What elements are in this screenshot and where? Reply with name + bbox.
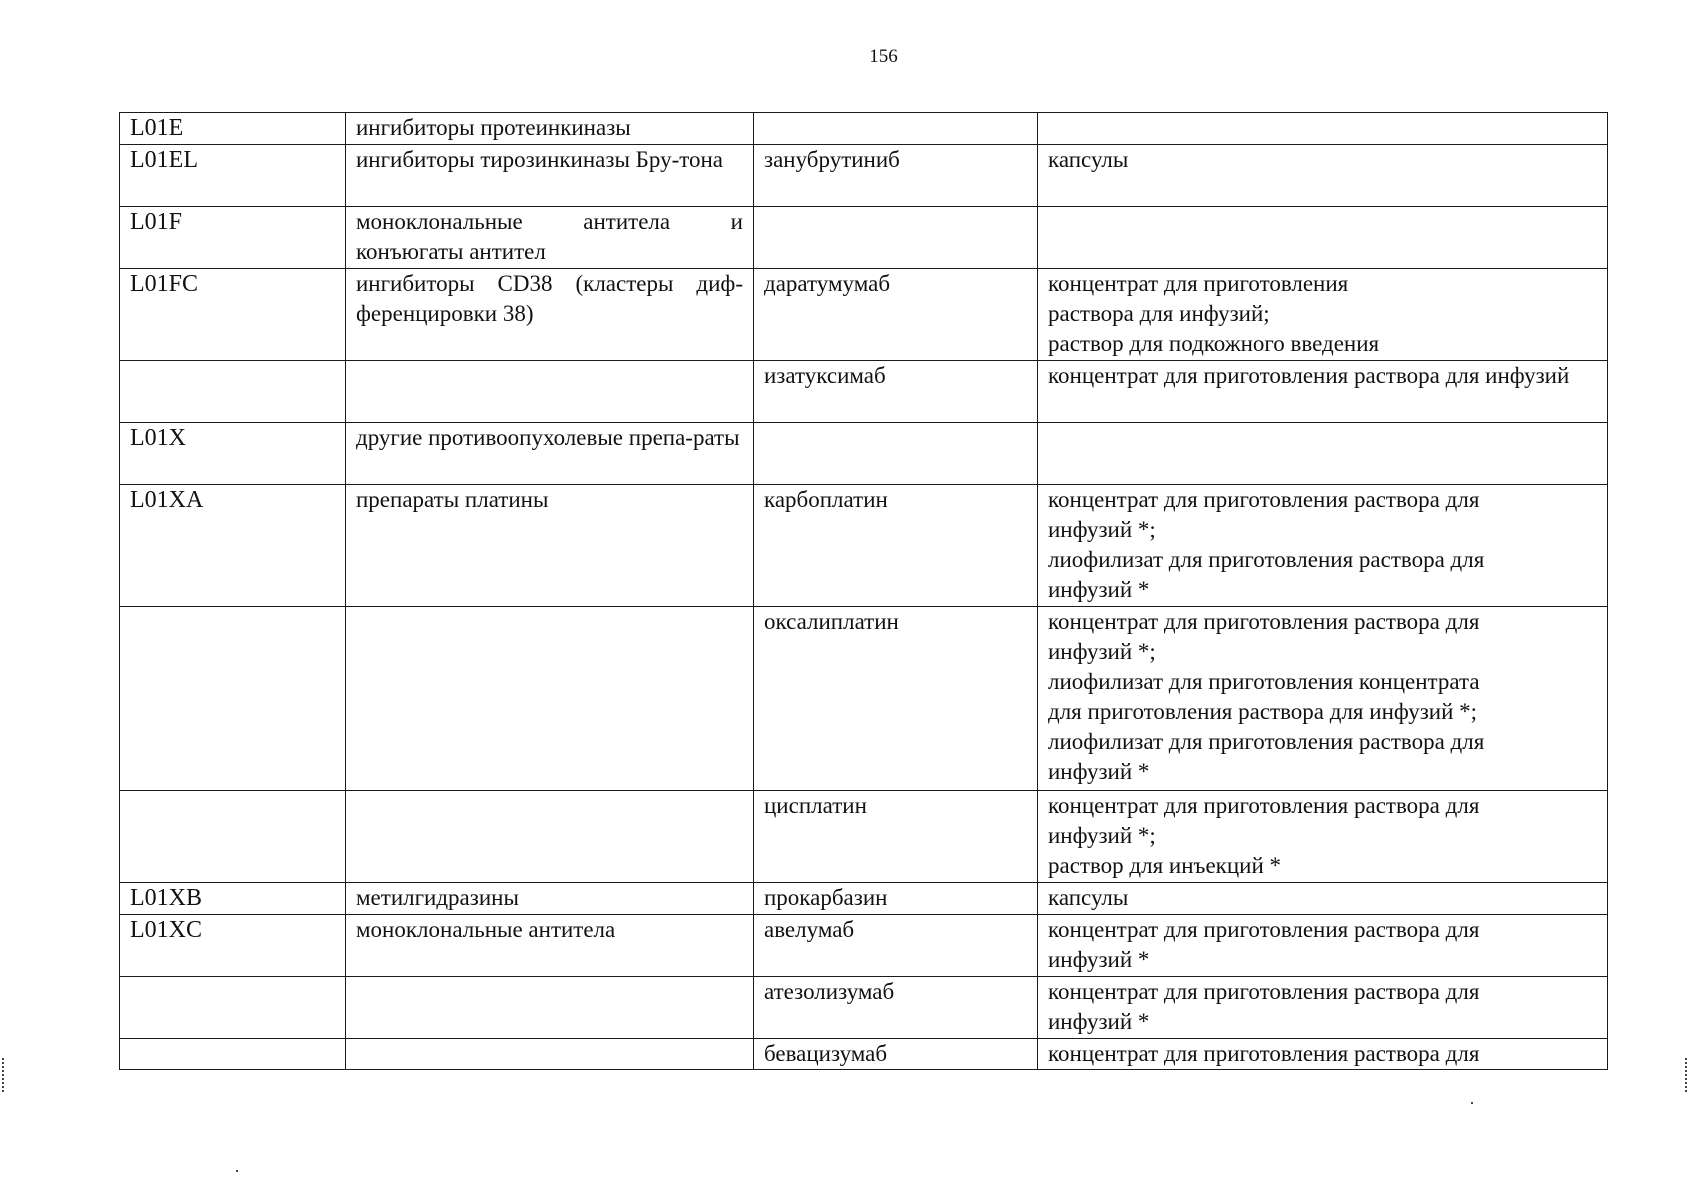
table-row: [120, 485, 1608, 607]
dosage-form-cell: [1038, 915, 1608, 977]
atc-code-cell: [120, 1039, 346, 1070]
drug-name-cell: [754, 207, 1038, 269]
atc-group-cell: [346, 361, 754, 423]
table-row: [120, 207, 1608, 269]
table-row: [120, 113, 1608, 145]
atc-group-cell: препараты платины: [346, 485, 754, 607]
dosage-form-cell: [1038, 361, 1608, 423]
page-number: 156: [869, 46, 898, 67]
right-edge-mark: [1685, 1058, 1689, 1092]
atc-code-cell: L01XB: [120, 883, 346, 915]
atc-code-cell: L01XC: [120, 915, 346, 977]
table-row: [120, 791, 1608, 883]
atc-code-cell: L01F: [120, 207, 346, 269]
scan-dot: [1471, 1102, 1473, 1104]
drug-name-cell: атезолизумаб: [754, 977, 1038, 1039]
atc-group-cell: [346, 977, 754, 1039]
drug-name-cell: [754, 113, 1038, 145]
atc-code-cell: [120, 977, 346, 1039]
dosage-form-line: инфузий *: [1048, 759, 1150, 784]
atc-code-cell: L01EL: [120, 145, 346, 207]
table-body: [120, 113, 1608, 1070]
dosage-form-cell: [1038, 883, 1608, 915]
dosage-form-line: инфузий *: [1048, 947, 1150, 972]
table-row: [120, 977, 1608, 1039]
table-row: [120, 1039, 1608, 1070]
atc-group-cell: ингибиторы CD38 (кластеры диф-ференцировки 38): [346, 269, 754, 361]
scan-dot: [236, 1170, 238, 1172]
table-row: [120, 145, 1608, 207]
table-row: [120, 883, 1608, 915]
drug-name-cell: авелумаб: [754, 915, 1038, 977]
dosage-form-line: капсулы: [1048, 885, 1129, 910]
drug-name-cell: карбоплатин: [754, 485, 1038, 607]
dosage-form-line: лиофилизат для приготовления концентрата: [1048, 669, 1480, 694]
atc-code-cell: L01XA: [120, 485, 346, 607]
drug-name-cell: оксалиплатин: [754, 607, 1038, 791]
dosage-form-line: раствор для инъекций *: [1048, 853, 1281, 878]
dosage-form-line: концентрат для приготовления раствора для: [1048, 917, 1480, 942]
dosage-form-line: концентрат для приготовления раствора для инфузий: [1048, 363, 1570, 388]
dosage-form-cell: [1038, 207, 1608, 269]
dosage-form-line: инфузий *;: [1048, 639, 1156, 664]
dosage-form-cell: [1038, 977, 1608, 1039]
drug-name-cell: [754, 423, 1038, 485]
dosage-form-line: для приготовления раствора для инфузий *;: [1048, 699, 1478, 724]
drug-name-cell: занубрутиниб: [754, 145, 1038, 207]
dosage-form-line: концентрат для приготовления раствора для: [1048, 793, 1480, 818]
atc-group-cell: ингибиторы тирозинкиназы Бру-тона: [346, 145, 754, 207]
table-row: [120, 361, 1608, 423]
dosage-form-cell: [1038, 485, 1608, 607]
drug-table: [119, 112, 1608, 1070]
dosage-form-line: инфузий *: [1048, 1009, 1150, 1034]
dosage-form-line: лиофилизат для приготовления раствора для: [1048, 729, 1485, 754]
atc-group-cell: [346, 607, 754, 791]
atc-group-cell: [346, 1039, 754, 1070]
table-row: [120, 269, 1608, 361]
atc-code-cell: [120, 361, 346, 423]
atc-group-cell: метилгидразины: [346, 883, 754, 915]
table-row: [120, 915, 1608, 977]
dosage-form-line: концентрат для приготовления раствора для: [1048, 1041, 1480, 1066]
dosage-form-cell: [1038, 269, 1608, 361]
atc-code-cell: [120, 607, 346, 791]
dosage-form-line: концентрат для приготовления раствора для: [1048, 487, 1480, 512]
dosage-form-line: концентрат для приготовления раствора для: [1048, 609, 1480, 634]
dosage-form-line: концентрат для приготовления раствора для: [1048, 979, 1480, 1004]
drug-name-cell: цисплатин: [754, 791, 1038, 883]
dosage-form-line: инфузий *: [1048, 577, 1150, 602]
dosage-form-line: инфузий *;: [1048, 517, 1156, 542]
drug-name-cell: даратумумаб: [754, 269, 1038, 361]
drug-name-cell: изатуксимаб: [754, 361, 1038, 423]
dosage-form-cell: [1038, 1039, 1608, 1070]
atc-group-cell: ингибиторы протеинкиназы: [346, 113, 754, 145]
dosage-form-cell: [1038, 423, 1608, 485]
left-edge-mark: [2, 1058, 6, 1092]
drug-name-cell: прокарбазин: [754, 883, 1038, 915]
dosage-form-line: инфузий *;: [1048, 823, 1156, 848]
dosage-form-line: лиофилизат для приготовления раствора для: [1048, 547, 1485, 572]
dosage-form-line: раствора для инфузий;: [1048, 301, 1270, 326]
atc-group-cell: моноклональные антитела: [346, 915, 754, 977]
dosage-form-line: капсулы: [1048, 147, 1129, 172]
dosage-form-cell: [1038, 145, 1608, 207]
atc-group-cell: моноклональные антитела и конъюгаты антител: [346, 207, 754, 269]
table-row: [120, 607, 1608, 791]
atc-code-cell: L01E: [120, 113, 346, 145]
atc-code-cell: L01FC: [120, 269, 346, 361]
table-row: [120, 423, 1608, 485]
atc-code-cell: [120, 791, 346, 883]
atc-code-cell: L01X: [120, 423, 346, 485]
dosage-form-line: концентрат для приготовления: [1048, 271, 1349, 296]
atc-group-cell: [346, 791, 754, 883]
atc-group-cell: другие противоопухолевые препа-раты: [346, 423, 754, 485]
dosage-form-cell: [1038, 607, 1608, 791]
dosage-form-cell: [1038, 791, 1608, 883]
dosage-form-line: раствор для подкожного введения: [1048, 331, 1380, 356]
dosage-form-cell: [1038, 113, 1608, 145]
drug-name-cell: бевацизумаб: [754, 1039, 1038, 1070]
